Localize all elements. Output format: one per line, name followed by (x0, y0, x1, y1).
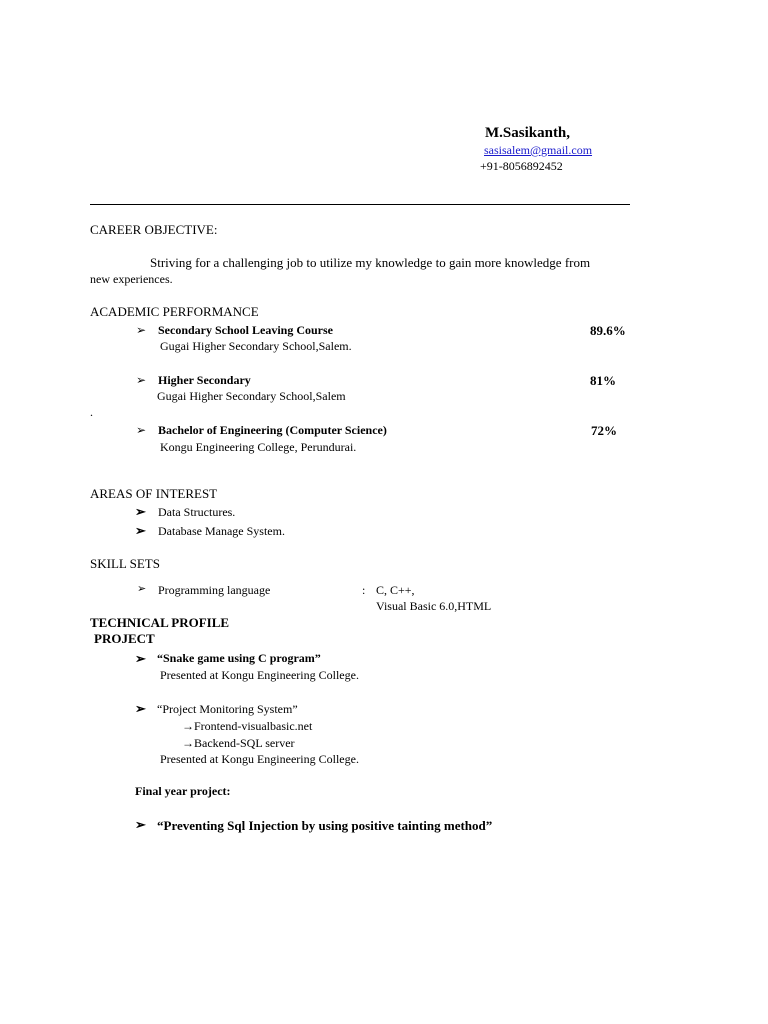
header-divider (90, 204, 630, 205)
academic-school-1: Gugai Higher Secondary School,Salem. (160, 339, 352, 353)
career-objective-line-2: new experiences. (90, 272, 173, 286)
academic-school-3: Kongu Engineering College, Perundurai. (160, 440, 357, 454)
career-objective-heading: CAREER OBJECTIVE: (90, 222, 218, 237)
project-subheading: PROJECT (94, 631, 155, 646)
academic-school-2: Gugai Higher Secondary School,Salem (157, 389, 346, 403)
academic-heading: ACADEMIC PERFORMANCE (90, 304, 259, 319)
project-1-note: Presented at Kongu Engineering College. (160, 668, 359, 682)
interest-item-2: Database Manage System. (158, 524, 285, 538)
email-link[interactable]: sasisalem@gmail.com (484, 143, 593, 157)
stray-dot: . (90, 405, 93, 419)
skills-heading: SKILL SETS (90, 556, 160, 571)
academic-score-3: 72% (591, 423, 617, 438)
academic-course-1: Secondary School Leaving Course (158, 323, 334, 337)
bullet-arrow-icon: ➢ (135, 523, 146, 538)
bullet-arrow-icon: ➢ (136, 423, 147, 437)
bullet-arrow-icon: ➢ (135, 504, 146, 519)
right-arrow-icon: → (182, 719, 194, 733)
bullet-arrow-icon: ➢ (137, 583, 147, 595)
project-2-title: “Project Monitoring System” (157, 702, 298, 716)
skill-label: Programming language (158, 583, 271, 597)
skill-value-1: C, C++, (376, 583, 415, 597)
academic-course-3: Bachelor of Engineering (Computer Science) (158, 423, 387, 437)
academic-course-2: Higher Secondary (158, 373, 251, 387)
project-2-frontend: Frontend-visualbasic.net (194, 719, 313, 733)
bullet-arrow-icon: ➢ (136, 323, 147, 337)
project-2-note: Presented at Kongu Engineering College. (160, 752, 359, 766)
right-arrow-icon: → (182, 736, 194, 750)
project-2-backend: Backend-SQL server (194, 736, 295, 750)
bullet-arrow-icon: ➢ (135, 817, 146, 832)
technical-heading: TECHNICAL PROFILE (90, 615, 230, 630)
career-objective-line-1: Striving for a challenging job to utilize my knowledge to gain more knowledge from (150, 255, 591, 270)
bullet-arrow-icon: ➢ (135, 651, 146, 666)
academic-score-1: 89.6% (590, 323, 626, 338)
final-project-title: “Preventing Sql Injection by using positive tainting method” (157, 818, 493, 833)
skill-colon: : (362, 583, 366, 597)
bullet-arrow-icon: ➢ (135, 701, 146, 716)
interest-item-1: Data Structures. (158, 505, 236, 519)
interest-heading: AREAS OF INTEREST (90, 486, 218, 501)
academic-score-2: 81% (590, 373, 616, 388)
bullet-arrow-icon: ➢ (136, 373, 147, 387)
project-1-title: “Snake game using C program” (157, 651, 321, 665)
candidate-name: M.Sasikanth, (485, 125, 571, 141)
skill-value-2: Visual Basic 6.0,HTML (376, 599, 492, 613)
phone-number: +91-8056892452 (480, 159, 563, 173)
final-project-label: Final year project: (135, 784, 231, 798)
